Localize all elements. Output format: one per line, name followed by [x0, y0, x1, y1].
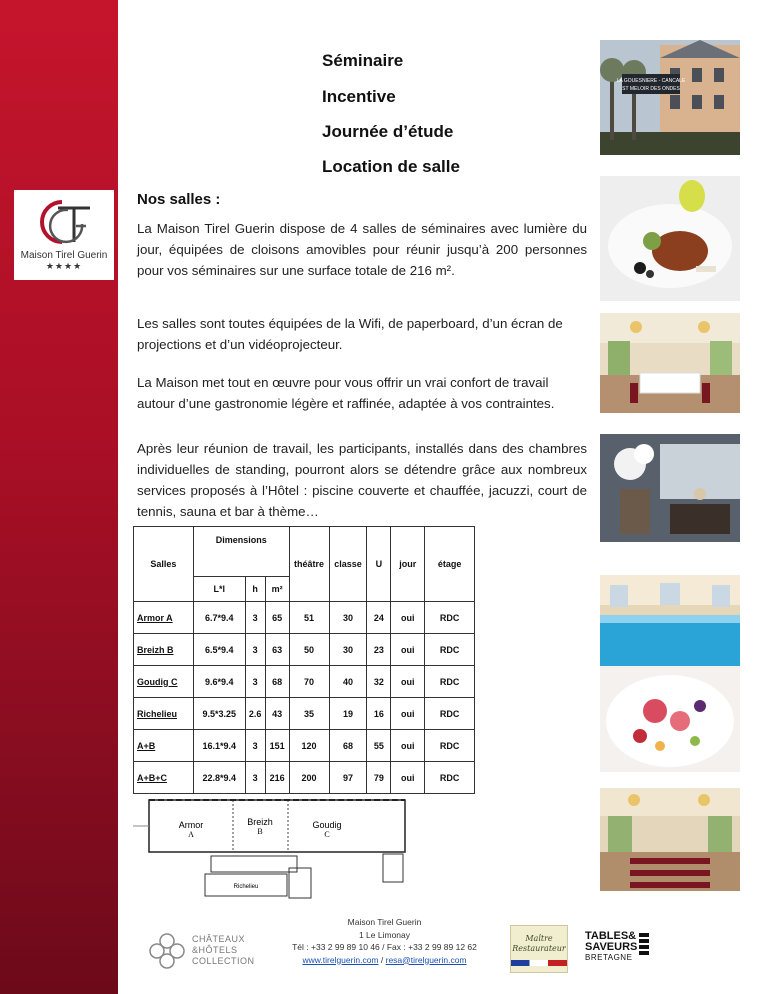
table-row	[134, 698, 475, 730]
chateaux-line3: COLLECTION	[192, 956, 255, 966]
tables-saveurs-logo	[585, 931, 655, 971]
table-row	[134, 762, 475, 794]
photo-meeting-room-theatre	[600, 788, 740, 891]
room-name: Armor A	[134, 602, 194, 634]
room-jour: oui	[391, 730, 425, 762]
room-etage: RDC	[425, 698, 475, 730]
header-theatre: théâtre	[289, 552, 329, 577]
chateaux-line2: &HÔTELS	[192, 945, 238, 955]
tables-line2: SAVEURS	[585, 941, 638, 953]
header-h: h	[245, 577, 265, 602]
room-classe: 30	[329, 634, 367, 666]
section-title: Nos salles :	[137, 191, 221, 208]
chateaux-line1: CHÂTEAUX	[192, 934, 246, 944]
photo-hotel-facade	[600, 40, 740, 155]
heading-seminaire: Séminaire	[322, 51, 404, 70]
table-row	[134, 634, 475, 666]
room-dim: 22.8*9.4	[193, 762, 245, 794]
heading-journee-etude: Journée d’étude	[322, 122, 454, 141]
room-theatre: 200	[289, 762, 329, 794]
sidebar-band	[0, 0, 118, 994]
photo-bar-orchids	[600, 434, 740, 542]
tables-line3: BRETAGNE	[585, 953, 633, 962]
maitre-line2: Restaurateur	[512, 944, 566, 953]
room-m2: 65	[265, 602, 289, 634]
maitre-line1: Maître	[525, 934, 553, 943]
room-etage: RDC	[425, 730, 475, 762]
footer-phone: Tél : +33 2 99 89 10 46 / Fax : +33 2 99 89 12 62	[292, 942, 477, 952]
room-jour: oui	[391, 666, 425, 698]
tg-monogram-icon	[32, 196, 96, 248]
header-etage: étage	[425, 552, 475, 577]
footer-contact	[272, 916, 497, 966]
room-h: 3	[245, 666, 265, 698]
plan-label-goudig: Goudig	[312, 820, 342, 830]
header-jour: jour	[391, 552, 425, 577]
room-theatre: 120	[289, 730, 329, 762]
logo-stars: ★★★★	[45, 261, 83, 271]
room-name: Goudig C	[134, 666, 194, 698]
header-lxl: L*l	[193, 577, 245, 602]
room-name: Breizh B	[134, 634, 194, 666]
room-classe: 30	[329, 602, 367, 634]
room-h: 2.6	[245, 698, 265, 730]
table-row	[134, 602, 475, 634]
room-theatre: 70	[289, 666, 329, 698]
table-row	[134, 666, 475, 698]
plan-label-breizh: Breizh	[247, 817, 273, 827]
room-m2: 216	[265, 762, 289, 794]
paragraph-confort: La Maison met tout en œuvre pour vous offrir un vrai confort de travail autour d’une gastronomie légère et raffinée, adaptée à vos contraintes.	[137, 375, 555, 411]
heading-incentive: Incentive	[322, 87, 396, 106]
room-h: 3	[245, 762, 265, 794]
room-m2: 68	[265, 666, 289, 698]
room-jour: oui	[391, 762, 425, 794]
room-dim: 6.7*9.4	[193, 602, 245, 634]
room-u: 55	[367, 730, 391, 762]
svg-text:LA GOUESNIERE - CANCALE: LA GOUESNIERE - CANCALE	[616, 78, 686, 84]
table-header-row	[134, 577, 475, 602]
tricolor-stripe	[511, 960, 567, 966]
room-jour: oui	[391, 698, 425, 730]
footer-separator: /	[378, 954, 386, 965]
bars-icon	[639, 933, 649, 957]
logo-brand-text: Maison Tirel Guerin	[20, 250, 108, 261]
paragraph-services: Après leur réunion de travail, les participants, installés dans des chambres individuelles de standing, pourront alors se détendre grâce aux nombreux services proposés à l’Hôtel : piscine couverte et chauffée, jacuzzi, court de tennis, sauna et bar à thème…	[137, 441, 587, 519]
room-classe: 40	[329, 666, 367, 698]
header-m2: m²	[265, 577, 289, 602]
header-u: U	[367, 552, 391, 577]
room-m2: 151	[265, 730, 289, 762]
room-name: Richelieu	[134, 698, 194, 730]
room-h: 3	[245, 602, 265, 634]
plan-label-armor: Armor	[178, 820, 204, 830]
room-u: 79	[367, 762, 391, 794]
plan-letter-c: C	[324, 830, 330, 839]
room-jour: oui	[391, 602, 425, 634]
room-etage: RDC	[425, 762, 475, 794]
plan-label-richelieu: Richelieu	[233, 884, 259, 890]
room-theatre: 51	[289, 602, 329, 634]
photo-dish-1	[600, 176, 740, 301]
heading-location-salle: Location de salle	[322, 157, 460, 176]
paragraph-salles: La Maison Tirel Guerin dispose de 4 salles de séminaires avec lumière du jour, équipées de cloisons amovibles pour réunir jusqu’à 200 personnes pour vos séminaires sur une surface totale de 216 m².	[137, 221, 587, 278]
flower-icon	[148, 932, 186, 970]
paragraph-equipements: Les salles sont toutes équipées de la Wifi, de paperboard, d’un écran de projections et d’un vidéoprojecteur.	[137, 316, 563, 352]
tables-line1: TABLES&	[585, 930, 637, 942]
room-h: 3	[245, 634, 265, 666]
photo-meeting-room-u	[600, 313, 740, 413]
photo-dessert	[600, 666, 740, 772]
table-row	[134, 730, 475, 762]
table-header-row	[134, 552, 475, 577]
room-theatre: 50	[289, 634, 329, 666]
header-salles: Salles	[134, 552, 194, 577]
room-etage: RDC	[425, 634, 475, 666]
room-u: 23	[367, 634, 391, 666]
hotel-logo	[14, 190, 114, 280]
plan-letter-a: A	[188, 830, 194, 839]
room-name: A+B+C	[134, 762, 194, 794]
room-dim: 16.1*9.4	[193, 730, 245, 762]
room-u: 32	[367, 666, 391, 698]
room-u: 24	[367, 602, 391, 634]
maitre-restaurateur-logo	[510, 925, 568, 973]
room-etage: RDC	[425, 666, 475, 698]
room-dim: 6.5*9.4	[193, 634, 245, 666]
room-name: A+B	[134, 730, 194, 762]
header-dimensions: Dimensions	[193, 527, 289, 553]
footer-website-link[interactable]: www.tirelguerin.com	[302, 954, 379, 965]
room-dim: 9.5*3.25	[193, 698, 245, 730]
room-classe: 68	[329, 730, 367, 762]
room-etage: RDC	[425, 602, 475, 634]
room-classe: 97	[329, 762, 367, 794]
room-m2: 63	[265, 634, 289, 666]
footer-email-link[interactable]: resa@tirelguerin.com	[385, 954, 467, 965]
table-header-row	[134, 527, 475, 553]
floor-plan	[133, 792, 423, 910]
room-theatre: 35	[289, 698, 329, 730]
room-dim: 9.6*9.4	[193, 666, 245, 698]
footer-name: Maison Tirel Guerin	[347, 917, 422, 927]
header-classe: classe	[329, 552, 367, 577]
svg-text:ST MELOIR DES ONDES: ST MELOIR DES ONDES	[622, 86, 680, 92]
photo-pool	[600, 575, 740, 674]
room-h: 3	[245, 730, 265, 762]
room-m2: 43	[265, 698, 289, 730]
plan-letter-b: B	[257, 827, 263, 836]
room-classe: 19	[329, 698, 367, 730]
room-u: 16	[367, 698, 391, 730]
rooms-table	[133, 526, 475, 794]
room-jour: oui	[391, 634, 425, 666]
footer-address: 1 Le Limonay	[358, 929, 411, 940]
chateaux-hotels-logo	[148, 932, 258, 972]
